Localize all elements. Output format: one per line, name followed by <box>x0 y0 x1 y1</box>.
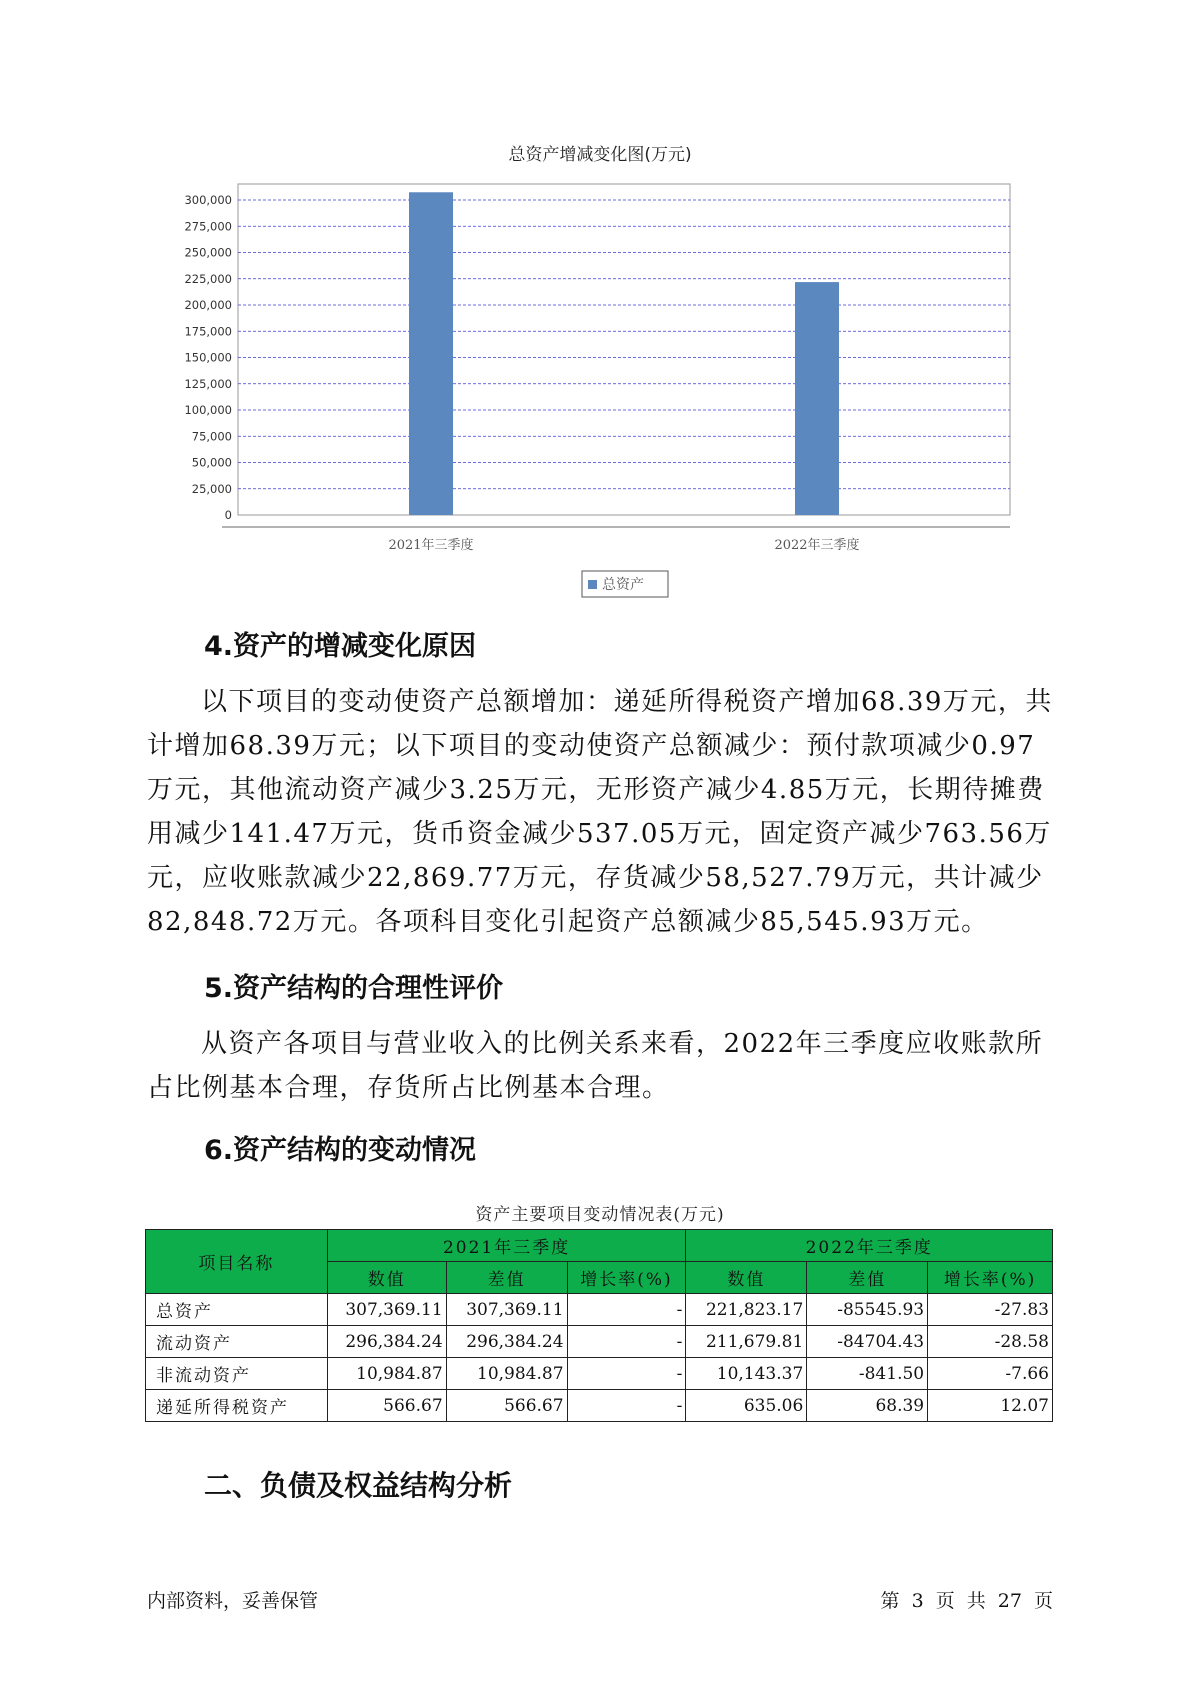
cell-growth: - <box>567 1390 686 1422</box>
cell-growth: 12.07 <box>928 1390 1053 1422</box>
y-tick-label: 250,000 <box>184 245 232 260</box>
part-2-heading: 二、负债及权益结构分析 <box>204 1469 513 1502</box>
y-tick-label: 100,000 <box>184 403 232 417</box>
cell-diff: -85545.93 <box>807 1294 928 1326</box>
legend-label: 总资产 <box>602 577 644 593</box>
cell-value: 10,143.37 <box>686 1358 807 1390</box>
y-tick-label: 125,000 <box>184 376 232 391</box>
header-diff-2022: 差值 <box>807 1262 928 1294</box>
chart-svg <box>170 140 1030 600</box>
cell-diff: 10,984.87 <box>446 1358 567 1390</box>
y-tick-label: 0 <box>224 508 232 522</box>
cell-growth: -28.58 <box>928 1326 1053 1358</box>
cell-value: 635.06 <box>686 1390 807 1422</box>
section-5-text: 从资产各项目与营业收入的比例关系来看，2022年三季度应收账款所占比例基本合理，存货所占比例基本合理。 <box>147 1029 1044 1103</box>
asset-change-table <box>145 1229 1053 1422</box>
cell-growth: - <box>567 1358 686 1390</box>
cell-value: 10,984.87 <box>327 1358 446 1390</box>
cell-diff: -84704.43 <box>807 1326 928 1358</box>
legend-swatch <box>588 580 597 589</box>
row-name: 流动资产 <box>146 1326 328 1358</box>
plot-area <box>238 184 1010 515</box>
y-tick-label: 275,000 <box>184 219 232 234</box>
cell-diff: 307,369.11 <box>446 1294 567 1326</box>
cell-diff: -841.50 <box>807 1358 928 1390</box>
header-period-2022: 2022年三季度 <box>686 1230 1053 1262</box>
cell-growth: - <box>567 1294 686 1326</box>
chart-title: 总资产增减变化图(万元) <box>508 145 692 165</box>
section-4-text: 以下项目的变动使资产总额增加：递延所得税资产增加68.39万元，共计增加68.39万元；以下项目的变动使资产总额减少：预付款项减少0.97万元，其他流动资产减少3.25万元，无形资产减少4.85万元，长期待摊费用减少141.47万元，货币资金减少537.05万元，固定资产减少763.56万元，应收账款减少22,869.77万元，存货减少58,527.79万元，共计减少82,848.72万元。各项科目变化引起资产总额减少85,545.93万元。 <box>147 687 1053 937</box>
header-diff-2021: 差值 <box>446 1262 567 1294</box>
section-4-paragraph <box>147 680 1062 944</box>
section-4-heading: 4.资产的增减变化原因 <box>204 631 477 662</box>
footer-confidential-note: 内部资料，妥善保管 <box>147 1590 319 1612</box>
total-assets-chart <box>170 140 1030 600</box>
y-tick-label: 225,000 <box>184 271 232 286</box>
header-period-2021: 2021年三季度 <box>327 1230 686 1262</box>
x-tick-label: 2022年三季度 <box>774 538 860 553</box>
cell-value: 211,679.81 <box>686 1326 807 1358</box>
table-row <box>146 1326 1053 1358</box>
cell-value: 221,823.17 <box>686 1294 807 1326</box>
y-tick-label: 50,000 <box>191 455 232 470</box>
header-growth-2021: 增长率(%) <box>567 1262 686 1294</box>
cell-value: 307,369.11 <box>327 1294 446 1326</box>
header-growth-2022: 增长率(%) <box>928 1262 1053 1294</box>
footer-page-number: 第 3 页 共 27 页 <box>880 1590 1053 1612</box>
y-tick-label: 25,000 <box>191 481 232 496</box>
y-tick-label: 200,000 <box>184 298 232 312</box>
y-tick-label: 175,000 <box>184 324 232 339</box>
table-row <box>146 1390 1053 1422</box>
section-5-paragraph <box>147 1022 1062 1110</box>
header-item-name: 项目名称 <box>146 1230 328 1294</box>
cell-growth: -27.83 <box>928 1294 1053 1326</box>
cell-diff: 68.39 <box>807 1390 928 1422</box>
table-row <box>146 1358 1053 1390</box>
y-tick-label: 150,000 <box>184 350 232 365</box>
row-name: 递延所得税资产 <box>146 1390 328 1422</box>
section-5-heading: 5.资产结构的合理性评价 <box>204 973 504 1004</box>
x-tick-label: 2021年三季度 <box>388 538 474 553</box>
table-row <box>146 1294 1053 1326</box>
cell-diff: 566.67 <box>446 1390 567 1422</box>
section-6-heading: 6.资产结构的变动情况 <box>204 1135 477 1166</box>
y-tick-label: 75,000 <box>191 429 232 444</box>
y-tick-label: 300,000 <box>184 193 232 207</box>
cell-diff: 296,384.24 <box>446 1326 567 1358</box>
table-title: 资产主要项目变动情况表(万元) <box>475 1205 725 1225</box>
cell-growth: -7.66 <box>928 1358 1053 1390</box>
cell-value: 566.67 <box>327 1390 446 1422</box>
header-value-2022: 数值 <box>686 1262 807 1294</box>
row-name: 总资产 <box>146 1294 328 1326</box>
row-name: 非流动资产 <box>146 1358 328 1390</box>
bar <box>795 282 839 515</box>
bar <box>409 192 453 515</box>
header-value-2021: 数值 <box>327 1262 446 1294</box>
cell-growth: - <box>567 1326 686 1358</box>
cell-value: 296,384.24 <box>327 1326 446 1358</box>
